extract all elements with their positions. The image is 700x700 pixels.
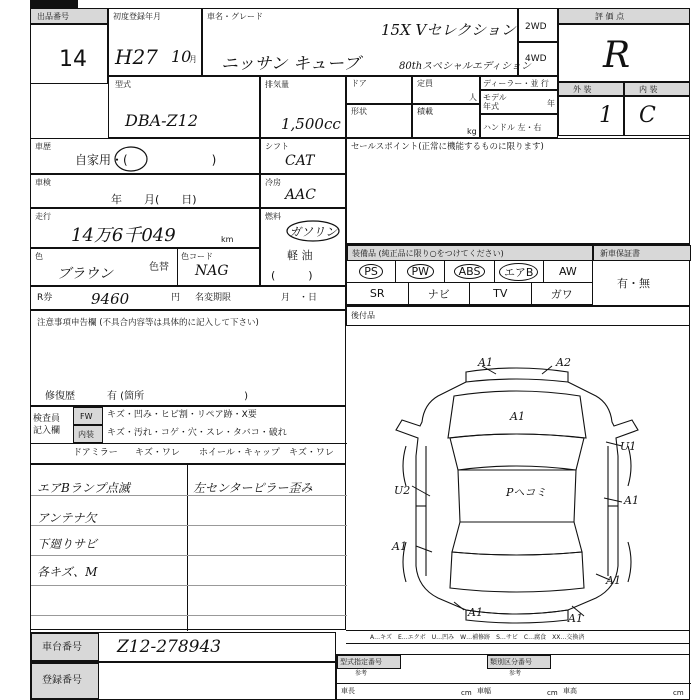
equipment-item-r2-1 [409, 283, 471, 305]
corner-tab [30, 0, 78, 8]
handwritten-notes-area [30, 464, 346, 630]
recycle-value: 9460 [91, 290, 130, 308]
fuel-circle [285, 219, 341, 243]
inspector-row1-head: FW [80, 412, 93, 421]
drive-4wd-cell [518, 42, 558, 76]
score-label-cell [558, 8, 690, 24]
lot-label: 出品番号 [37, 12, 69, 21]
first-reg-month: 10 [171, 47, 192, 66]
recycle-label: R券 [37, 293, 53, 303]
handle-cell [480, 114, 558, 138]
mileage-value: 14万6千049 [71, 225, 176, 246]
aircon-label: 冷房 [265, 178, 281, 187]
lot-label-cell [30, 8, 108, 24]
notes-label: 注意事項申告欄 (不具合内容等は具体的に記入して下さい) [37, 318, 259, 328]
drive-2wd-cell [518, 8, 558, 42]
equipment-item-r1-label-0: PS [359, 264, 383, 279]
note-left-1: エアBランプ点滅 [37, 481, 130, 495]
grade-value: 15X Vセレクション [381, 21, 516, 39]
equipment-row-2 [347, 283, 593, 305]
displacement-value: 1,500cc [281, 115, 341, 133]
notes-rule [31, 585, 347, 586]
inspector-row2-text: キズ・汚れ・コゲ・穴・スレ・タバコ・破れ [107, 428, 287, 438]
notes-rule [31, 615, 347, 616]
dealer-cell [480, 76, 558, 90]
inspector-cell [30, 406, 346, 464]
equipment-item-r2-label-2: TV [493, 287, 508, 300]
shape-cell [346, 104, 412, 138]
diagram-mark-a1-rear: A1 [468, 606, 483, 619]
chassis-value: Z12-278943 [117, 637, 222, 657]
notes-vertical-divider [187, 465, 188, 631]
aircon-value: AAC [285, 187, 316, 203]
chassis-cell [30, 632, 336, 662]
fuel-diesel: 軽 油 [287, 249, 313, 262]
diagram-mark-a1-hood: A1 [510, 410, 525, 423]
ext-label-cell [558, 82, 624, 96]
shape-label: 形状 [351, 107, 367, 116]
load-cell [412, 104, 480, 138]
repair-value: 有 (箇所 ) [107, 391, 248, 402]
history-cell [30, 138, 260, 174]
legend-cell [346, 630, 690, 644]
model-spec-label: 型式指定番号 [340, 658, 382, 666]
inspector-row2-head-cell [73, 425, 103, 443]
capacity-label: 定員 [417, 79, 433, 88]
width-label: 車幅 [477, 687, 491, 695]
ext-value: 1 [599, 103, 613, 128]
color-code-value: NAG [195, 263, 229, 279]
diagram-mark-u2-left: U2 [394, 484, 411, 497]
note-left-3: 下廻りサビ [37, 537, 98, 551]
equipment-label: 装備品 (純正品に限り○をつけてください) [352, 249, 504, 258]
model-year-unit: 年 [547, 99, 555, 108]
cm-1: cm [461, 689, 472, 697]
equipment-item-r2-label-3: ガワ [550, 287, 573, 301]
grade-extra: 80thスペシャルエディション [399, 61, 531, 72]
equipment-item-r1-3 [495, 261, 544, 283]
history-value: 自家用・( ) [75, 153, 217, 167]
first-reg-cell [108, 8, 202, 76]
new-tire-label: 新車保証書 [600, 249, 640, 258]
diagram-mark-a1-right-rear: A1 [606, 574, 621, 587]
capacity-cell [412, 76, 480, 104]
equipment-item-r1-0 [347, 261, 396, 283]
name-change-value: 月 ・日 [281, 293, 318, 303]
aircon-cell [260, 174, 346, 208]
ext-value-cell [558, 96, 624, 136]
lot-value-cell [30, 24, 108, 84]
chassis-label: 車台番号 [42, 642, 82, 653]
load-unit: kg [467, 127, 477, 136]
equipment-item-r2-label-1: ナビ [427, 287, 450, 301]
ref-2: 参考 [509, 670, 522, 677]
model-label: 型式 [115, 80, 131, 89]
warranty-value: 有・無 [617, 277, 650, 290]
equipment-item-r1-label-2: ABS [454, 264, 486, 279]
color-divider [177, 249, 178, 287]
first-reg-value: H27 [115, 45, 158, 69]
model-spec-cell [337, 655, 401, 669]
color-value: ブラウン [57, 266, 113, 282]
mileage-unit: km [221, 235, 234, 244]
diagram-mark-u1-right: U1 [620, 440, 637, 453]
score-value: R [603, 35, 631, 76]
name-label: 車名・グレード [207, 12, 263, 21]
reg-label: 登録番号 [42, 675, 82, 686]
notes-rule [31, 555, 347, 556]
equipment-item-r1-label-1: PW [407, 264, 435, 279]
equipment-item-r1-1 [396, 261, 445, 283]
cm-2: cm [547, 689, 558, 697]
recycle-cell [30, 286, 346, 310]
equipment-cell [346, 244, 690, 306]
shift-value: CAT [285, 153, 315, 169]
equipment-label-cell [347, 245, 593, 261]
sales-point-cell [346, 138, 690, 244]
displacement-cell [260, 76, 346, 138]
warranty-label-cell [593, 245, 691, 261]
color-change-label: 色替 [149, 262, 169, 273]
chassis-label-cell [31, 633, 99, 661]
cm-3: cm [673, 689, 684, 697]
drive-2wd: 2WD [525, 22, 547, 32]
score-value-cell [558, 24, 690, 82]
load-label: 積載 [417, 107, 433, 116]
score-label: 評 価 点 [595, 12, 625, 21]
car-diagram [346, 326, 690, 630]
fuel-gas: ガソリン [289, 225, 338, 239]
equipment-item-r2-2 [470, 283, 532, 305]
equipment-item-r1-2 [445, 261, 494, 283]
inspector-row3-b: キズ・ワレ [135, 448, 180, 458]
car-name-value: ニッサン キューブ [221, 54, 361, 74]
dealer-label: ディーラー・並 行 [483, 79, 549, 88]
color-cell [30, 248, 260, 286]
reg-label-cell [31, 663, 99, 699]
equipment-row-1 [347, 261, 593, 283]
diagram-legend: A…キズ E…エクボ U…凹み W…補修跡 S…サビ C…腐食 XX…交換済 [370, 634, 585, 641]
model-value: DBA-Z12 [125, 111, 199, 130]
capacity-unit: 人 [469, 93, 477, 102]
model-cell [108, 76, 260, 138]
equipment-item-r1-label-3: エアB [499, 263, 539, 281]
fuel-label: 燃料 [265, 212, 281, 221]
note-left-4: 各キズ、M [37, 565, 98, 579]
name-cell [202, 8, 531, 76]
ext-label: 外 装 [573, 85, 592, 94]
shift-label: シフト [265, 142, 289, 151]
drive-4wd: 4WD [525, 54, 547, 64]
diagram-mark-roof-dent: Pヘコミ [506, 486, 547, 499]
int-label-cell [624, 82, 690, 96]
footer-divider [337, 683, 691, 684]
inspector-row3-c: ホイール・キャップ [199, 448, 280, 458]
inspection-label: 車検 [35, 178, 51, 187]
inspector-row1-text: キズ・凹み・ヒビ割・リペア跡・X要 [107, 410, 257, 420]
equipment-item-r2-0 [347, 283, 409, 305]
first-reg-month-unit: 月 [189, 55, 197, 64]
model-year-label: モデル 年式 [483, 93, 507, 111]
note-left-2: アンテナ欠 [37, 511, 97, 525]
diagram-mark-a1-right: A1 [624, 494, 639, 507]
door-cell [346, 76, 412, 104]
fuel-paren: ( ) [271, 269, 313, 282]
int-value: C [639, 103, 656, 128]
history-label: 車歴 [35, 142, 51, 151]
displacement-label: 排気量 [265, 80, 289, 89]
fuel-cell [260, 208, 346, 286]
spec-number-cell [336, 654, 690, 700]
height-label: 車高 [563, 687, 577, 695]
handle-label: ハンドル 左・右 [483, 123, 542, 132]
color-label: 色 [35, 252, 43, 261]
recycle-unit: 円 [171, 293, 181, 303]
notes-cell [30, 310, 346, 406]
diagram-mark-a2-front: A2 [556, 356, 571, 369]
repair-label: 修復歴 [45, 391, 75, 402]
class-label: 類別区分番号 [490, 658, 532, 666]
first-reg-label: 初度登録年月 [113, 12, 161, 21]
after-label: 後付品 [351, 311, 375, 320]
mileage-cell [30, 208, 260, 248]
length-label: 車長 [341, 687, 355, 695]
inspection-value: 年 月( 日) [111, 193, 197, 206]
equipment-item-r1-4 [544, 261, 593, 283]
lot-value: 14 [59, 47, 87, 72]
reg-cell [30, 662, 336, 700]
ref-1: 参考 [355, 670, 368, 677]
diagram-mark-a1-rear-right: A1 [568, 612, 583, 625]
inspector-divider [31, 443, 347, 444]
equipment-item-r1-label-4: AW [559, 265, 577, 278]
inspection-cell [30, 174, 260, 208]
int-label: 内 装 [639, 85, 658, 94]
diagram-mark-a1-front: A1 [478, 356, 493, 369]
history-circle [111, 143, 151, 173]
model-year-cell [480, 90, 558, 114]
after-cell [346, 306, 690, 326]
inspector-row3-d: キズ・ワレ [289, 448, 334, 458]
color-code-label: 色コード [181, 252, 213, 261]
int-value-cell [624, 96, 690, 136]
door-label: ドア [351, 79, 367, 88]
name-change-label: 名変期限 [195, 293, 232, 303]
equipment-item-r2-3 [532, 283, 594, 305]
inspector-row1-head-cell [73, 407, 103, 425]
inspector-row2-head: 内装 [78, 430, 94, 439]
equipment-item-r2-label-0: SR [369, 287, 385, 300]
mileage-label: 走行 [35, 212, 51, 221]
inspector-label: 検査員 記入欄 [33, 414, 61, 436]
inspector-row3-a: ドアミラー [73, 448, 118, 458]
sales-point-label: セールスポイント(正常に機能するものに限ります) [351, 142, 544, 152]
shift-cell [260, 138, 346, 174]
class-cell [487, 655, 551, 669]
note-right-1: 左センターピラー歪み [193, 481, 313, 495]
diagram-mark-a1-left-rear: A1 [392, 540, 407, 553]
